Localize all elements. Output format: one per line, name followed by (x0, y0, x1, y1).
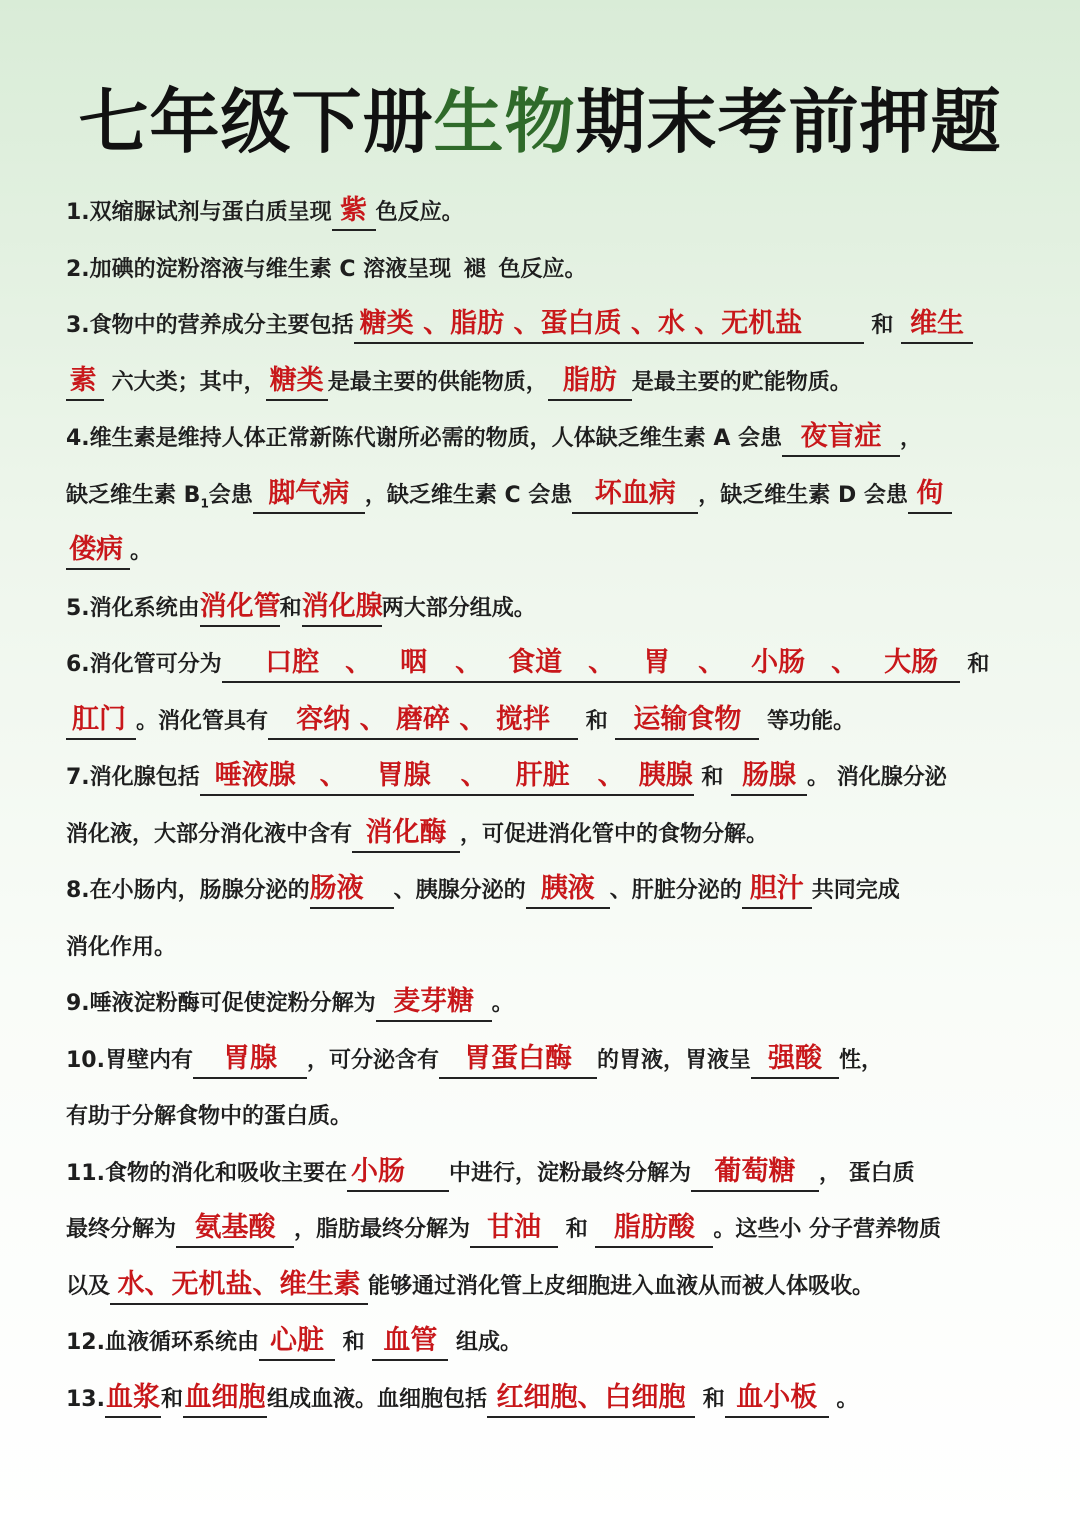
q11-text: 11.食物的消化和吸收主要在 (66, 1160, 347, 1186)
q11-answer-2: 葡萄糖 (691, 1154, 819, 1192)
title-highlight: 生物 (433, 81, 576, 163)
question-9 (66, 979, 1016, 1036)
q3-text-4: 是最主要的贮能物质。 (631, 369, 852, 395)
q8-answer-3: 胆汁 (742, 871, 812, 909)
q7-text-and: 和 (701, 765, 724, 790)
question-7-cont (66, 810, 1016, 867)
question-list (66, 188, 1016, 1431)
q2-text: 2.加碘的淀粉溶液与维生素 C 溶液呈现 (66, 256, 452, 282)
q3-text-2: 六大类；其中， (111, 369, 266, 395)
q6-sep-6: 、 (359, 703, 387, 735)
q3-text: 3.食物中的营养成分主要包括 (66, 313, 354, 338)
q6-sep-1: 、 (345, 647, 373, 678)
q7-answer-6: 消化酶 (352, 815, 460, 853)
q3-answer-8: 脂肪 (548, 363, 632, 401)
q6-sep-7: 、 (459, 703, 487, 735)
q3-text-and: 和 (871, 313, 894, 338)
q1-text-end: 色反应。 (375, 200, 464, 225)
q7-answer-4: 胰腺 (638, 760, 693, 791)
q6-answer-6: 大肠 (884, 647, 939, 678)
q7-sep-3: 、 (597, 760, 625, 791)
q1-text: 1.双缩脲试剂与蛋白质呈现 (66, 200, 332, 225)
q10-text-2: ，可分泌含有 (306, 1047, 439, 1073)
q3-answer-6a: 维生 (901, 306, 973, 344)
q11-answer-6: 水、无机盐、维生素 (110, 1267, 368, 1305)
q12-text-end: 组成。 (456, 1330, 523, 1355)
q6-answer-5: 小肠 (751, 647, 806, 678)
q7-text-3: 消化液，大部分消化液中含有 (66, 821, 353, 847)
q10-text-3: 的胃液，胃液呈 (597, 1047, 752, 1073)
question-4 (66, 414, 1016, 471)
q6-text-end: 等功能。 (767, 708, 856, 734)
q3-answer-6b: 素 (66, 363, 104, 401)
q4-text-3: ，缺乏维生素 C 会患 (364, 482, 573, 508)
q7-text: 7.消化腺包括 (66, 765, 200, 790)
q6-answer-group (222, 645, 960, 683)
q7-sep-2: 、 (460, 760, 488, 791)
question-3-cont (66, 358, 1016, 415)
q13-text-and-2: 和 (702, 1386, 725, 1412)
q5-text-end: 两大部分组成。 (381, 595, 536, 621)
question-8 (66, 866, 1016, 923)
q6-answer-10: 搅拌 (495, 703, 550, 735)
q7-answer-2: 胃腺 (376, 760, 431, 791)
q10-answer-1: 胃腺 (193, 1041, 307, 1079)
q11-text-6: 。这些小 分子营养物质 (713, 1217, 942, 1242)
q10-text-end: 有助于分解食物中的蛋白质。 (66, 1104, 353, 1129)
q13-answer-3: 红细胞、白细胞 (487, 1380, 695, 1418)
q4-text-2: 缺乏维生素 B (66, 482, 201, 508)
q1-answer-1: 紫 (332, 193, 376, 231)
q4-subscript: 1 (200, 495, 209, 510)
question-13 (66, 1375, 1016, 1432)
question-7 (66, 753, 1016, 810)
q6-text-2: 。消化管具有 (136, 708, 269, 734)
q4-answer-4b: 偻病 (66, 532, 130, 570)
q6-sep-5: 、 (831, 647, 859, 678)
q8-text-4: 共同完成 (811, 878, 900, 903)
q8-text-3: 、肝脏分泌的 (609, 878, 742, 903)
q10-text: 10.胃壁内有 (66, 1047, 193, 1073)
q2-text-end: 色反应。 (498, 256, 587, 282)
q11-text-7: 以及 (66, 1273, 111, 1299)
q3-sep-4: 、 (694, 308, 722, 339)
question-8-cont (66, 923, 1016, 980)
q7-answer-3: 肝脏 (515, 760, 570, 791)
question-6 (66, 640, 1016, 697)
question-2 (66, 245, 1016, 302)
q3-sep-1: 、 (423, 308, 451, 339)
q11-answer-3: 氨基酸 (176, 1210, 294, 1248)
q10-text-4: 性， (839, 1047, 884, 1073)
q11-text-3: ， 蛋白质 (819, 1160, 915, 1186)
q4-text-comma: ， (900, 426, 923, 451)
q11-answer-4: 甘油 (470, 1210, 558, 1248)
q11-answer-1: 小肠 (347, 1154, 449, 1192)
q5-answer-1: 消化管 (200, 589, 280, 627)
q11-text-end: 能够通过消化管上皮细胞进入血液从而被人体吸收。 (368, 1273, 875, 1299)
question-3 (66, 301, 1016, 358)
q2-answer-1: 褪 (463, 256, 486, 282)
q12-answer-2: 血管 (372, 1323, 448, 1361)
page-title (0, 80, 1080, 164)
q3-answer-1: 糖类 (359, 308, 414, 339)
q6-answer-11: 运输食物 (615, 702, 759, 740)
q13-text-end: 。 (836, 1386, 859, 1412)
q6-sep-3: 、 (588, 647, 616, 678)
q6-text: 6.消化管可分为 (66, 652, 222, 677)
q7-text-2: 。 消化腺分泌 (807, 765, 947, 790)
q3-answer-group (354, 306, 864, 344)
question-10-cont (66, 1092, 1016, 1149)
q9-text-end: 。 (491, 991, 514, 1016)
q7-answer-group (200, 758, 694, 796)
q4-text-end: 。 (130, 539, 153, 564)
q10-answer-3: 强酸 (751, 1041, 839, 1079)
q4-text-2b: 会患 (208, 482, 253, 508)
q9-answer-1: 麦芽糖 (376, 984, 492, 1022)
question-11-cont2 (66, 1262, 1016, 1319)
q3-answer-2: 脂肪 (450, 308, 505, 339)
q13-text-2: 组成血液。血细胞包括 (267, 1386, 488, 1412)
question-12 (66, 1318, 1016, 1375)
q13-text: 13. (66, 1386, 105, 1412)
q5-text-and: 和 (279, 595, 302, 621)
title-part-3: 期末考前押题 (575, 81, 1002, 163)
question-11-cont (66, 1205, 1016, 1262)
question-5 (66, 584, 1016, 641)
q5-text: 5.消化系统由 (66, 595, 200, 621)
q6-text-and: 和 (967, 652, 990, 677)
q3-text-3: 是最主要的供能物质， (327, 369, 548, 395)
q6-sep-2: 、 (455, 647, 483, 678)
q4-answer-3: 坏血病 (572, 476, 698, 514)
q13-answer-4: 血小板 (725, 1380, 829, 1418)
q3-answer-3: 蛋白质 (540, 308, 622, 339)
q13-answer-1: 血浆 (105, 1380, 161, 1418)
question-11 (66, 1149, 1016, 1206)
q7-sep-1: 、 (319, 760, 347, 791)
q13-text-and: 和 (160, 1386, 183, 1412)
q4-answer-1: 夜盲症 (782, 419, 900, 457)
q7-text-end: ，可促进消化管中的食物分解。 (460, 821, 769, 847)
q10-answer-2: 胃蛋白酶 (439, 1041, 597, 1079)
q11-text-2: 中进行，淀粉最终分解为 (448, 1160, 691, 1186)
q13-answer-2: 血细胞 (183, 1380, 267, 1418)
q11-answer-5: 脂肪酸 (595, 1210, 713, 1248)
q3-sep-2: 、 (513, 308, 541, 339)
q6-answer-3: 食道 (508, 647, 563, 678)
q9-text: 9.唾液淀粉酶可促使淀粉分解为 (66, 991, 376, 1016)
q4-text-4: ，缺乏维生素 D 会患 (698, 482, 908, 508)
question-1 (66, 188, 1016, 245)
q6-answer-2: 咽 (400, 647, 428, 678)
q6-answer-1: 口腔 (265, 647, 320, 678)
q11-text-and: 和 (565, 1217, 588, 1242)
q7-answer-1: 唾液腺 (214, 760, 296, 791)
q3-sep-3: 、 (630, 308, 658, 339)
q6-answer-7: 肛门 (66, 702, 136, 740)
q11-text-5: ，脂肪最终分解为 (294, 1217, 471, 1242)
q12-answer-1: 心脏 (259, 1323, 335, 1361)
q8-text-end: 消化作用。 (66, 934, 177, 960)
q6-sep-4: 、 (698, 647, 726, 678)
q3-answer-7: 糖类 (266, 363, 328, 401)
q8-answer-1: 肠液 (310, 871, 394, 909)
q6-answer-9: 磨碎 (396, 703, 451, 735)
q4-answer-2: 脚气病 (253, 476, 365, 514)
q6-answer-8: 容纳 (296, 703, 351, 735)
question-4-cont2 (66, 527, 1016, 584)
q6-answer-group-2 (268, 702, 578, 740)
q8-text: 8.在小肠内，肠腺分泌的 (66, 878, 310, 903)
question-4-cont (66, 471, 1016, 528)
q6-text-and-2: 和 (585, 708, 608, 734)
q7-answer-5: 肠腺 (731, 758, 807, 796)
q4-text: 4.维生素是维持人体正常新陈代谢所必需的物质，人体缺乏维生素 A 会患 (66, 426, 783, 451)
q8-answer-2: 胰液 (526, 871, 610, 909)
title-part-1: 七年级下册 (78, 81, 434, 163)
q8-text-2: 、胰腺分泌的 (393, 878, 526, 903)
q3-answer-4: 水 (657, 308, 685, 339)
q3-answer-5: 无机盐 (721, 308, 803, 339)
q6-answer-4: 胃 (643, 647, 671, 678)
question-6-cont (66, 697, 1016, 754)
q12-text-and: 和 (342, 1330, 365, 1355)
q11-text-4: 最终分解为 (66, 1217, 177, 1242)
q12-text: 12.血液循环系统由 (66, 1330, 259, 1355)
question-10 (66, 1036, 1016, 1093)
q5-answer-2: 消化腺 (302, 589, 382, 627)
q4-answer-4a: 佝 (908, 476, 952, 514)
